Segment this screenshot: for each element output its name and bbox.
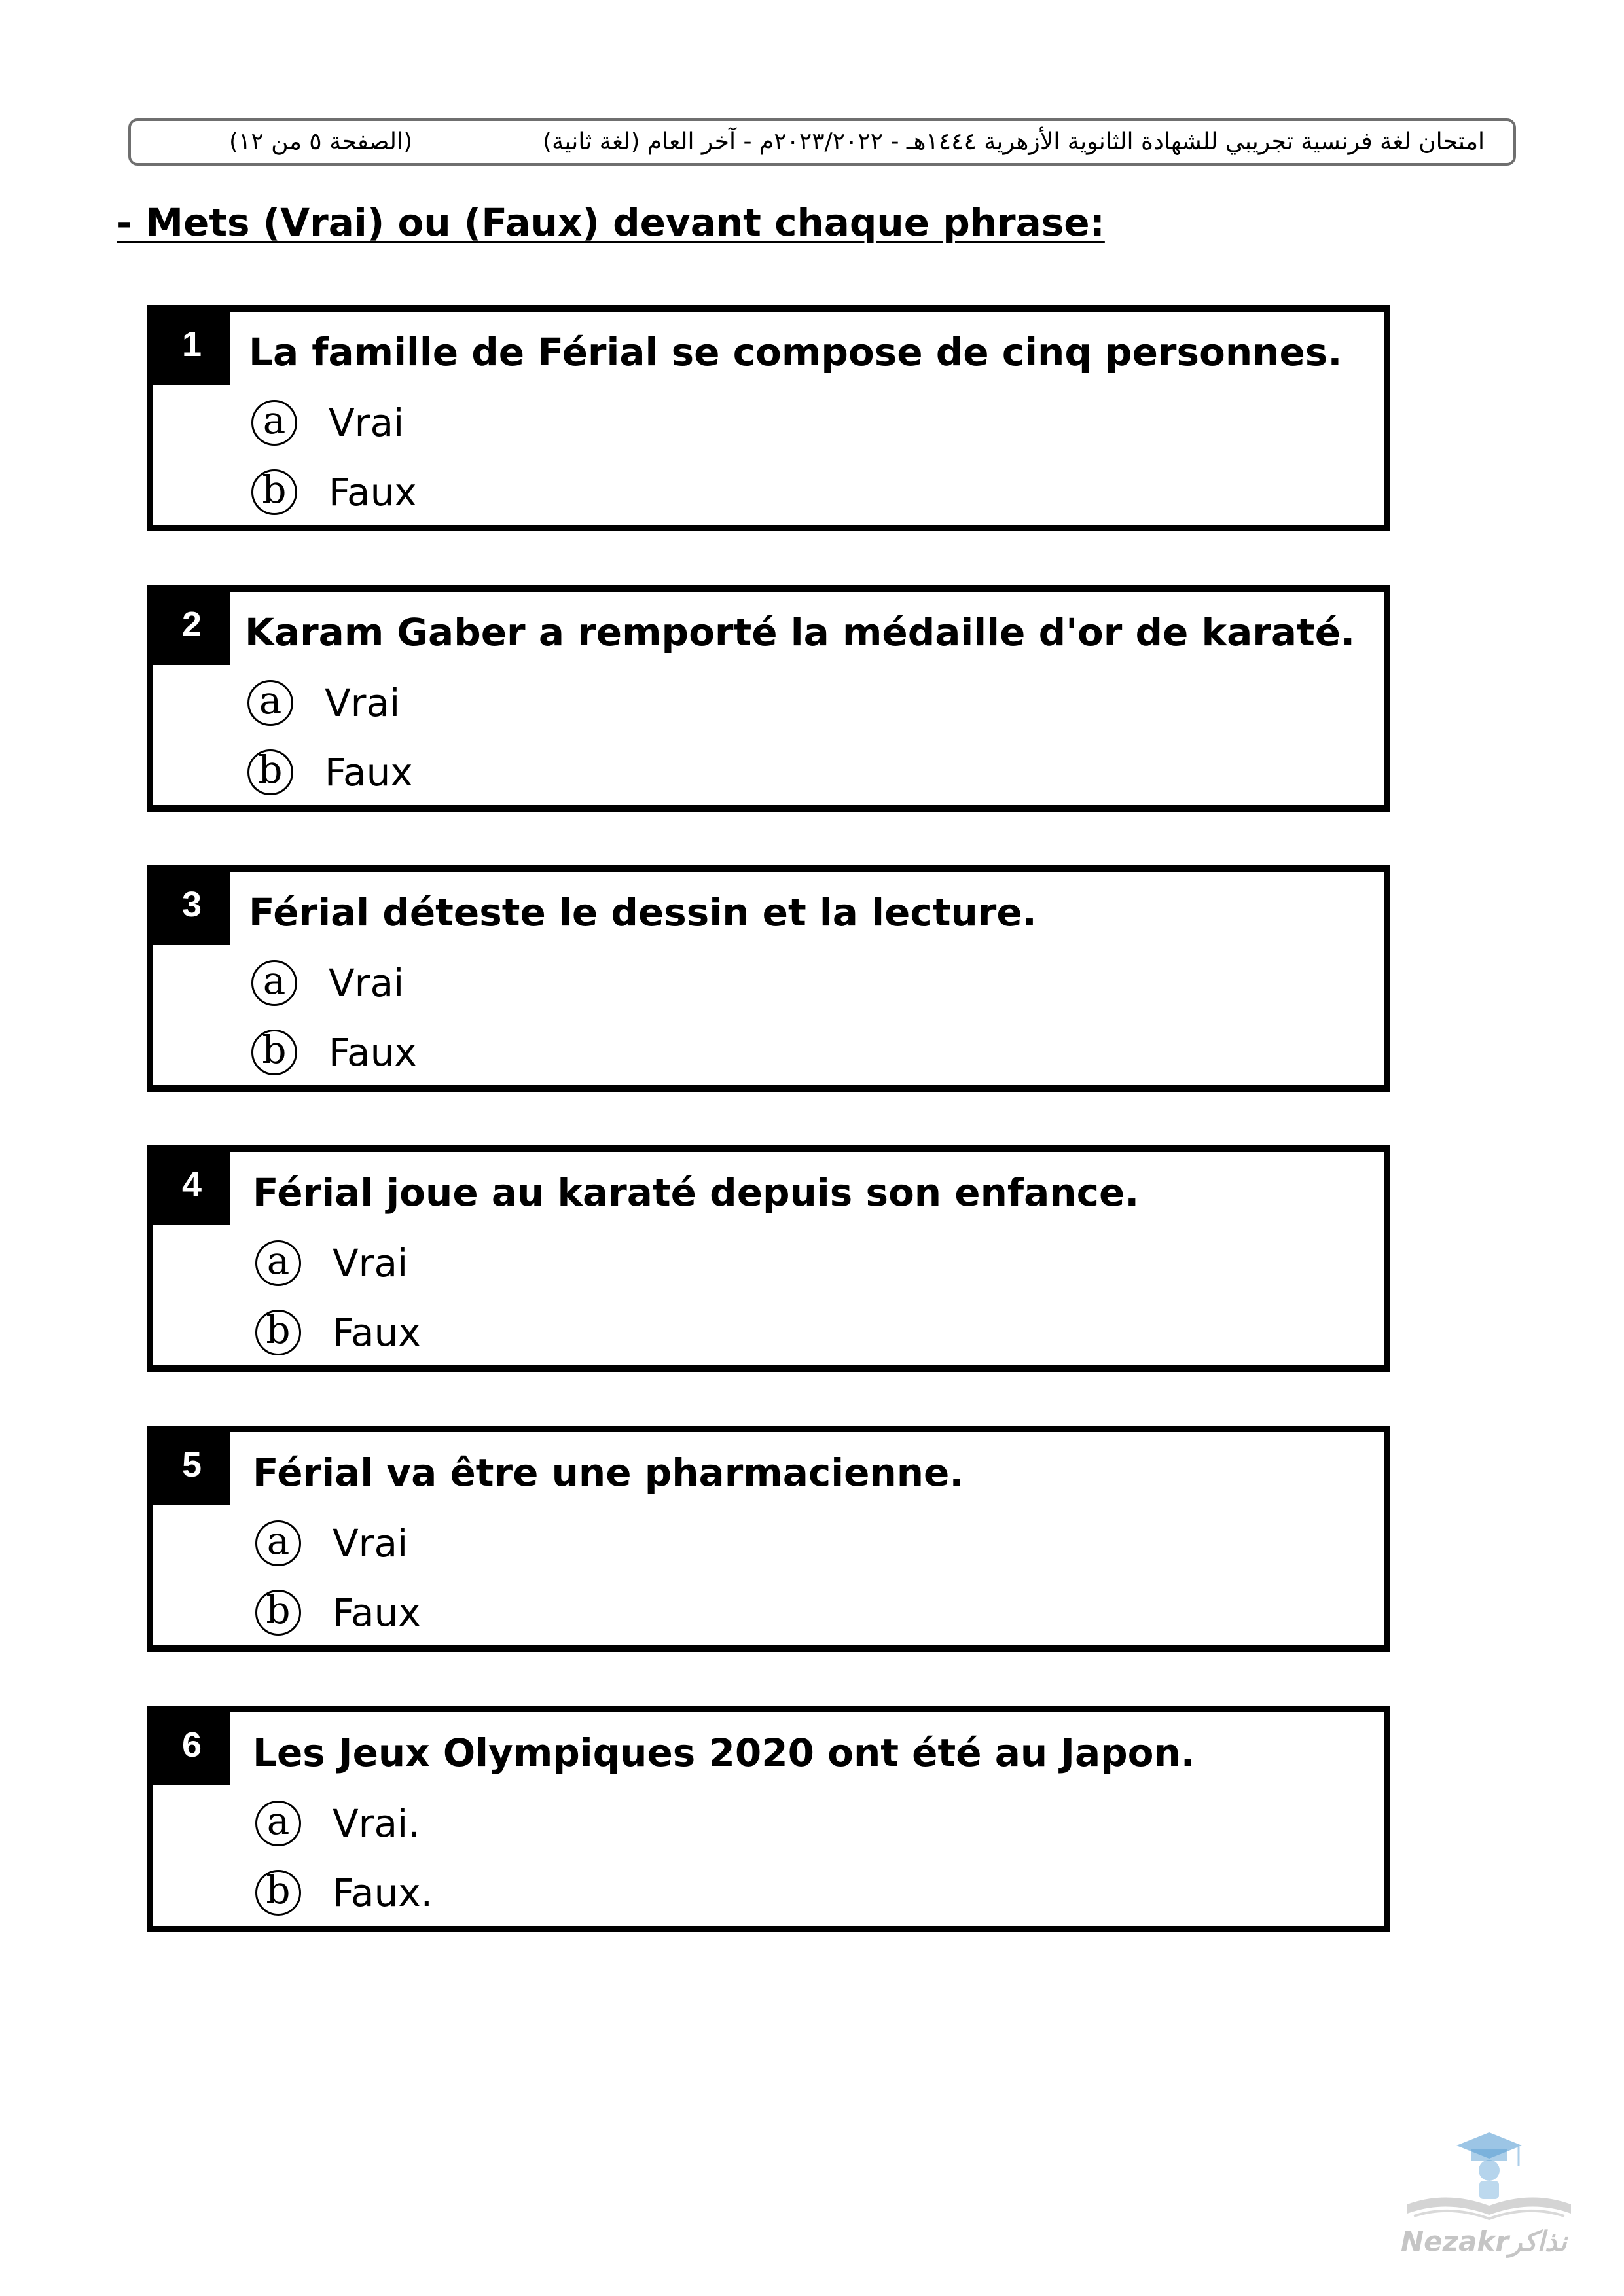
question-number: 6 (153, 1712, 230, 1785)
option-a[interactable] (255, 1513, 408, 1573)
option-a[interactable] (251, 393, 404, 453)
option-b[interactable] (251, 462, 417, 522)
option-a[interactable] (251, 953, 404, 1013)
option-letter-b[interactable]: b (251, 469, 297, 515)
question-number: 5 (153, 1432, 230, 1505)
option-label: Vrai (333, 1241, 408, 1285)
question-box (147, 1426, 1390, 1652)
option-label: Vrai (333, 1521, 408, 1566)
question-number: 3 (153, 872, 230, 945)
option-label: Vrai (325, 681, 401, 725)
question-box (147, 1706, 1390, 1932)
question-text: Férial joue au karaté depuis son enfance. (253, 1170, 1140, 1215)
question-text: Karam Gaber a remporté la médaille d'or de karaté. (245, 610, 1356, 655)
option-b[interactable] (247, 742, 413, 802)
exam-title: امتحان لغة فرنسية تجريبي للشهادة الثانوية الأزهرية ١٤٤٤هـ - ٢٠٢٣/٢٠٢٢م - آخر العام (لغة ثانية) (543, 128, 1485, 155)
option-letter-a[interactable]: a (251, 960, 297, 1006)
option-letter-a[interactable]: a (251, 400, 297, 446)
option-letter-b[interactable]: b (255, 1310, 301, 1355)
option-label: Vrai (329, 961, 405, 1005)
instruction-heading: - Mets (Vrai) ou (Faux) devant chaque phrase: (117, 200, 1105, 245)
option-letter-a[interactable]: a (247, 680, 293, 726)
option-letter-b[interactable]: b (255, 1870, 301, 1916)
logo-text: Nezakrنذاكر (1401, 2225, 1567, 2257)
option-letter-a[interactable]: a (255, 1240, 301, 1286)
question-text: Férial déteste le dessin et la lecture. (249, 890, 1037, 935)
question-box (147, 305, 1390, 531)
option-letter-b[interactable]: b (247, 749, 293, 795)
option-label: Faux (329, 470, 417, 514)
question-number: 4 (153, 1152, 230, 1225)
option-b[interactable] (255, 1583, 421, 1643)
option-label: Faux (325, 750, 413, 795)
option-a[interactable] (255, 1793, 420, 1854)
option-label: Faux (333, 1310, 421, 1355)
option-label: Faux (333, 1590, 421, 1635)
option-label: Vrai (329, 401, 405, 445)
option-label: Vrai. (333, 1801, 420, 1846)
question-number: 2 (153, 592, 230, 665)
option-letter-a[interactable]: a (255, 1520, 301, 1566)
question-text: Les Jeux Olympiques 2020 ont été au Japon. (253, 1731, 1195, 1775)
question-number: 1 (153, 312, 230, 385)
option-b[interactable] (255, 1863, 433, 1923)
option-b[interactable] (251, 1022, 417, 1083)
option-b[interactable] (255, 1302, 421, 1363)
option-a[interactable] (247, 673, 400, 733)
option-a[interactable] (255, 1233, 408, 1293)
question-box (147, 1145, 1390, 1372)
option-label: Faux. (333, 1871, 433, 1915)
question-box (147, 585, 1390, 812)
question-text: La famille de Férial se compose de cinq personnes. (249, 330, 1343, 374)
exam-header (128, 118, 1516, 166)
option-label: Faux (329, 1030, 417, 1075)
page-number: (الصفحة ٥ من ١٢) (229, 128, 413, 155)
option-letter-b[interactable]: b (255, 1590, 301, 1636)
question-text: Férial va être une pharmacienne. (253, 1450, 964, 1495)
option-letter-a[interactable]: a (255, 1801, 301, 1846)
option-letter-b[interactable]: b (251, 1030, 297, 1075)
question-box (147, 865, 1390, 1092)
